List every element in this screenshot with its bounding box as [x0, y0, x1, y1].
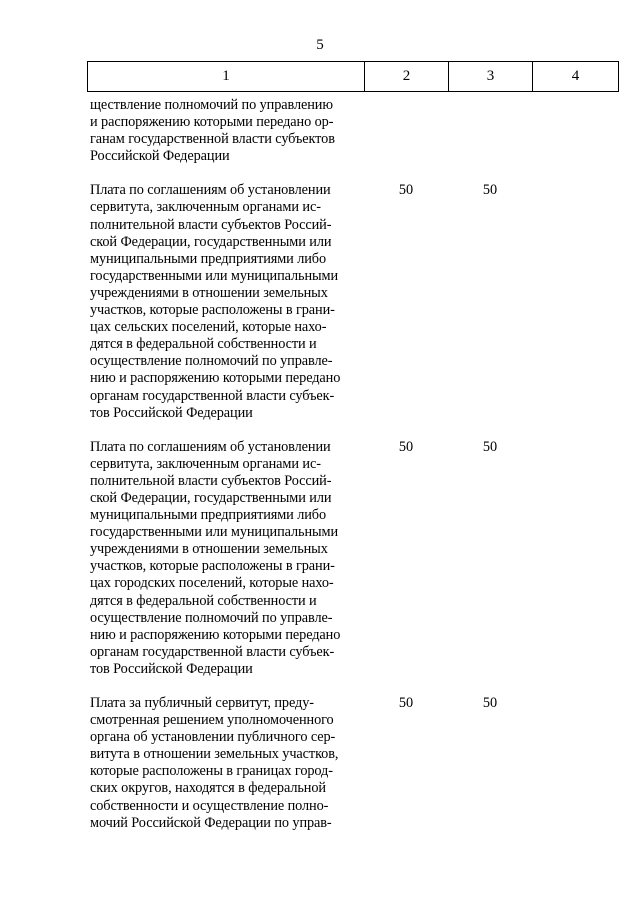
table-body	[87, 97, 619, 832]
header-col-4: 4	[571, 68, 580, 84]
header-col-2: 2	[365, 62, 449, 91]
row-spacer	[87, 678, 619, 695]
header-col-1: 1	[88, 62, 365, 91]
row-description: Плата за публичный сервитут, преду- смотренная решением уполномоченного органа об установлении публичного сер- витута в отношении земельных участков, которые расположены в границах город- ских округов, находятся в федеральной собственности и осуществление полно- мочий Российской Федерации по управ-	[90, 695, 339, 831]
table-row	[87, 695, 619, 832]
row-description: Плата по соглашениям об установлении сервитута, заключенным органами ис- полнительной власти субъектов Россий- ской Федерации, государственными или муниципальными предприятиями либо государственными или муниципальными учреждениями в отношении земельных участков, которые расположены в грани- цах сельских поселений, которые нахо- дятся в федеральной собственности и осуществление полномочий по управле- нию и распоряжению которыми передано органам государственной власти субъек- тов Российской Федерации	[90, 182, 341, 421]
row-spacer	[87, 165, 619, 182]
row-value-col-3: 50	[482, 695, 498, 711]
row-description: Плата по соглашениям об установлении сервитута, заключенным органами ис- полнительной власти субъектов Россий- ской Федерации, государственными или муниципальными предприятиями либо государственными или муниципальными учреждениями в отношении земельных участков, которые расположены в грани- цах городских поселений, которые нахо- дятся в федеральной собственности и осуществление полномочий по управле- нию и распоряжению которыми передано органам государственной власти субъек- тов Российской Федерации	[90, 438, 341, 677]
row-value-col-2: 50	[398, 695, 414, 711]
row-value-col-3: 50	[482, 182, 498, 199]
table-row	[87, 182, 619, 421]
page-number: 5	[316, 37, 324, 53]
table-header	[87, 61, 619, 92]
row-description: ществление полномочий по управлению и распоряжению которыми передано ор- ганам государственной власти субъектов Российской Федерации	[90, 97, 335, 165]
row-value-col-2: 50	[398, 438, 414, 455]
row-value-col-2: 50	[398, 182, 414, 199]
table-row	[87, 97, 619, 165]
header-col-3: 3	[449, 62, 533, 91]
table-row	[87, 439, 619, 678]
row-spacer	[87, 422, 619, 439]
row-value-col-3: 50	[482, 438, 498, 455]
